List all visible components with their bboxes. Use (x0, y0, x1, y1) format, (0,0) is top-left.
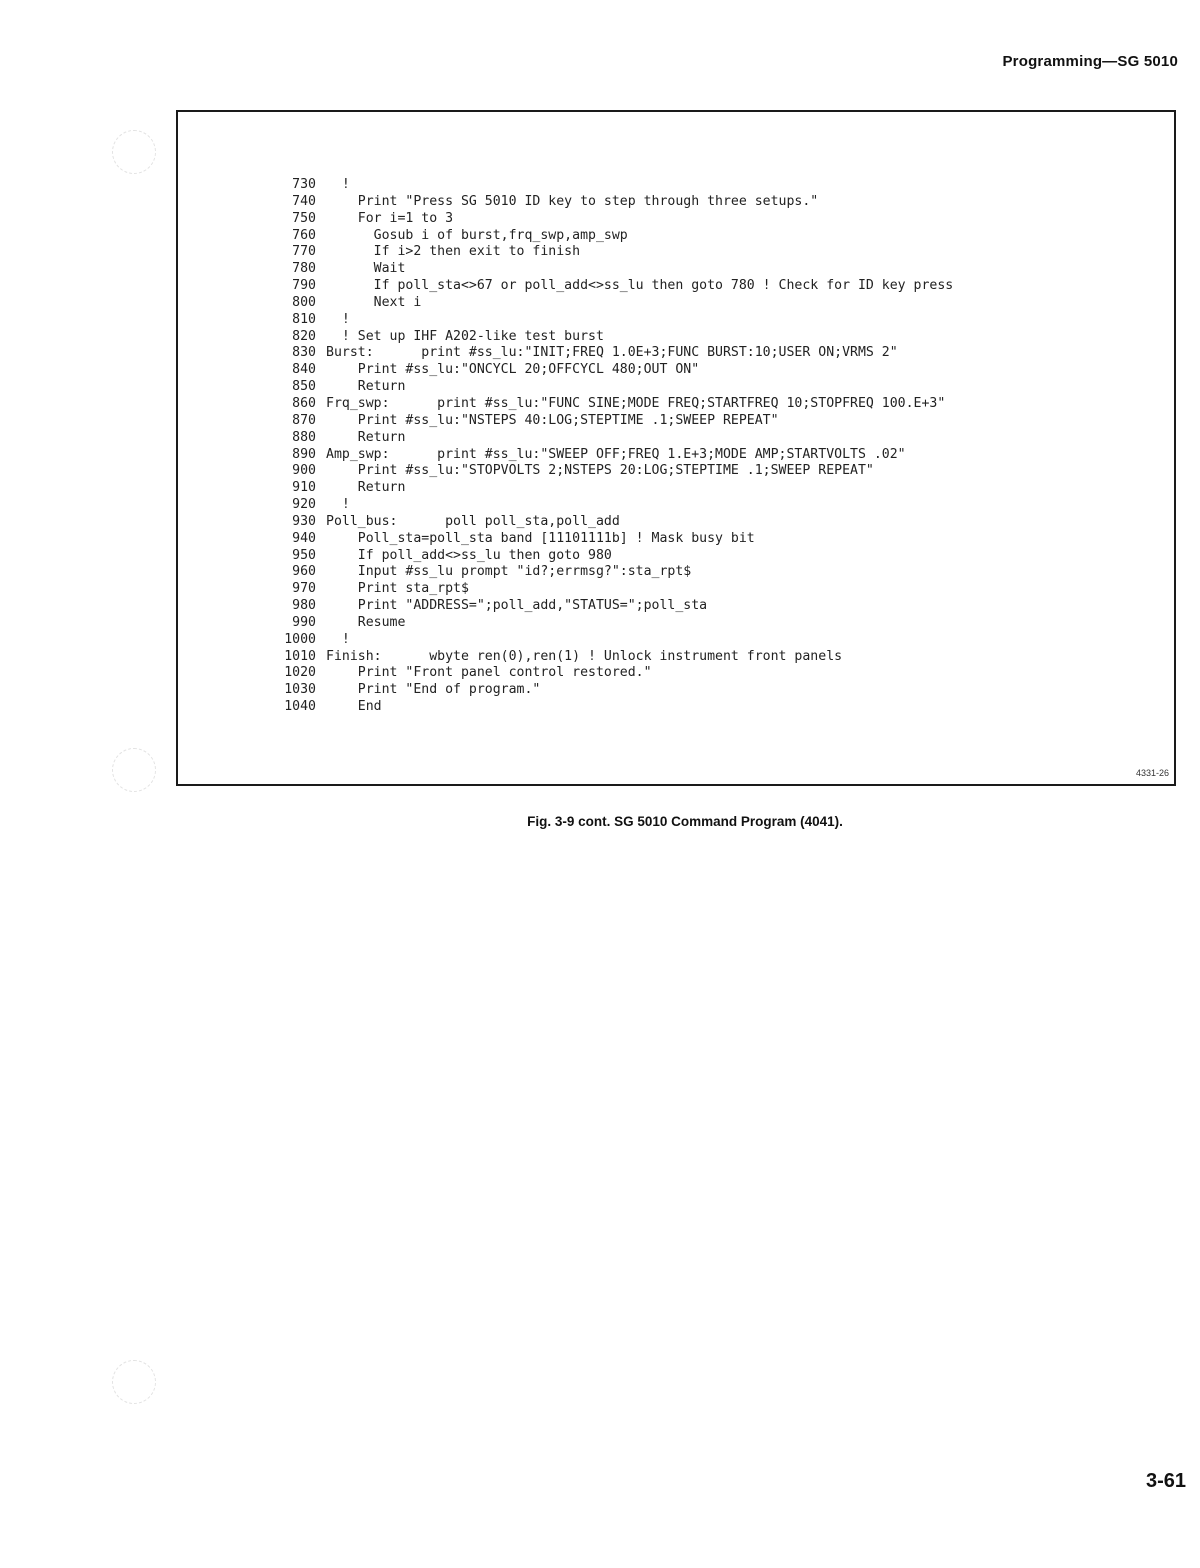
code-line (272, 413, 953, 430)
code-line (272, 379, 953, 396)
line-code: Finish: wbyte ren(0),ren(1) ! Unlock instrument front panels (326, 648, 843, 664)
line-code: ! (326, 177, 350, 192)
line-number: 890 (292, 446, 316, 462)
code-line (272, 531, 953, 548)
punch-hole-bottom (112, 1360, 156, 1404)
line-code: Return (326, 379, 406, 395)
code-line (272, 177, 953, 194)
figure-id: 4331-26 (1135, 768, 1169, 778)
code-line (272, 632, 953, 649)
line-code: Return (326, 480, 406, 496)
code-line (272, 345, 953, 362)
code-line (272, 649, 953, 666)
line-code: Print "Press SG 5010 ID key to step through three setups." (326, 193, 819, 209)
code-line (272, 682, 953, 699)
line-code: ! (326, 497, 350, 513)
line-number: 810 (292, 311, 316, 327)
line-number: 830 (292, 345, 316, 361)
line-code: Resume (326, 614, 406, 630)
line-code: Wait (326, 261, 406, 277)
code-line (272, 447, 953, 464)
line-number: 840 (292, 362, 316, 378)
code-line (272, 261, 953, 278)
line-number: 780 (292, 261, 316, 277)
line-code: Print "ADDRESS=";poll_add,"STATUS=";poll_sta (326, 598, 708, 614)
code-line (272, 615, 953, 632)
program-listing (272, 177, 953, 716)
code-line (272, 430, 953, 447)
line-code: If i>2 then exit to finish (326, 244, 581, 260)
code-line (272, 362, 953, 379)
running-header: Programming—SG 5010 (1002, 53, 1178, 70)
line-code: If poll_add<>ss_lu then goto 980 (326, 547, 612, 563)
line-number: 1040 (284, 699, 316, 715)
line-number: 760 (292, 227, 316, 243)
line-code: Amp_swp: print #ss_lu:"SWEEP OFF;FREQ 1.E+3;MODE AMP;STARTVOLTS .02" (326, 446, 906, 462)
line-number: 740 (292, 193, 316, 209)
code-line (272, 480, 953, 497)
line-number: 980 (292, 598, 316, 614)
line-number: 820 (292, 328, 316, 344)
line-number: 790 (292, 278, 316, 294)
line-code: Return (326, 429, 406, 445)
code-line (272, 497, 953, 514)
line-code: For i=1 to 3 (326, 210, 454, 226)
code-line (272, 463, 953, 480)
figure-box (176, 110, 1176, 786)
code-line (272, 564, 953, 581)
line-number: 960 (292, 564, 316, 580)
line-number: 800 (292, 294, 316, 310)
line-number: 730 (292, 177, 316, 192)
figure-caption: Fig. 3-9 cont. SG 5010 Command Program (4041). (527, 814, 843, 829)
line-number: 750 (292, 210, 316, 226)
code-line (272, 278, 953, 295)
line-code: Burst: print #ss_lu:"INIT;FREQ 1.0E+3;FUNC BURST:10;USER ON;VRMS 2" (326, 345, 898, 361)
punch-hole-top (112, 130, 156, 174)
line-number: 930 (292, 513, 316, 529)
line-code: End (326, 699, 382, 715)
line-code: Frq_swp: print #ss_lu:"FUNC SINE;MODE FREQ;STARTFREQ 10;STOPFREQ 100.E+3" (326, 395, 946, 411)
code-line (272, 295, 953, 312)
code-line (272, 194, 953, 211)
line-number: 850 (292, 379, 316, 395)
code-line (272, 228, 953, 245)
line-code: Print #ss_lu:"ONCYCL 20;OFFCYCL 480;OUT ON" (326, 362, 700, 378)
line-number: 950 (292, 547, 316, 563)
code-line (272, 548, 953, 565)
line-code: ! (326, 631, 350, 647)
line-number: 910 (292, 480, 316, 496)
line-code: Next i (326, 294, 422, 310)
code-line (272, 581, 953, 598)
line-code: Gosub i of burst,frq_swp,amp_swp (326, 227, 628, 243)
line-code: Print "Front panel control restored." (326, 665, 652, 681)
line-code: Input #ss_lu prompt "id?;errmsg?":sta_rpt$ (326, 564, 692, 580)
code-line (272, 665, 953, 682)
code-line (272, 598, 953, 615)
line-number: 1030 (284, 682, 316, 698)
line-number: 880 (292, 429, 316, 445)
code-line (272, 244, 953, 261)
line-number: 900 (292, 463, 316, 479)
line-number: 940 (292, 530, 316, 546)
code-line (272, 312, 953, 329)
line-number: 920 (292, 497, 316, 513)
line-number: 1020 (284, 665, 316, 681)
line-code: ! (326, 311, 350, 327)
code-line (272, 329, 953, 346)
line-code: ! Set up IHF A202-like test burst (326, 328, 604, 344)
line-number: 770 (292, 244, 316, 260)
code-line (272, 396, 953, 413)
code-line (272, 211, 953, 228)
line-code: Print "End of program." (326, 682, 541, 698)
code-line (272, 699, 953, 716)
line-code: Poll_sta=poll_sta band [11101111b] ! Mask busy bit (326, 530, 755, 546)
line-number: 860 (292, 395, 316, 411)
line-number: 990 (292, 614, 316, 630)
line-code: Print sta_rpt$ (326, 581, 469, 597)
page-number: 3-61 (1145, 1470, 1186, 1492)
line-code: Print #ss_lu:"STOPVOLTS 2;NSTEPS 20:LOG;STEPTIME .1;SWEEP REPEAT" (326, 463, 874, 479)
line-code: If poll_sta<>67 or poll_add<>ss_lu then goto 780 ! Check for ID key press (326, 278, 954, 294)
code-line (272, 514, 953, 531)
line-number: 1000 (284, 631, 316, 647)
line-code: Print #ss_lu:"NSTEPS 40:LOG;STEPTIME .1;SWEEP REPEAT" (326, 412, 779, 428)
line-number: 970 (292, 581, 316, 597)
line-number: 870 (292, 412, 316, 428)
line-code: Poll_bus: poll poll_sta,poll_add (326, 513, 620, 529)
punch-hole-middle (112, 748, 156, 792)
line-number: 1010 (284, 648, 316, 664)
